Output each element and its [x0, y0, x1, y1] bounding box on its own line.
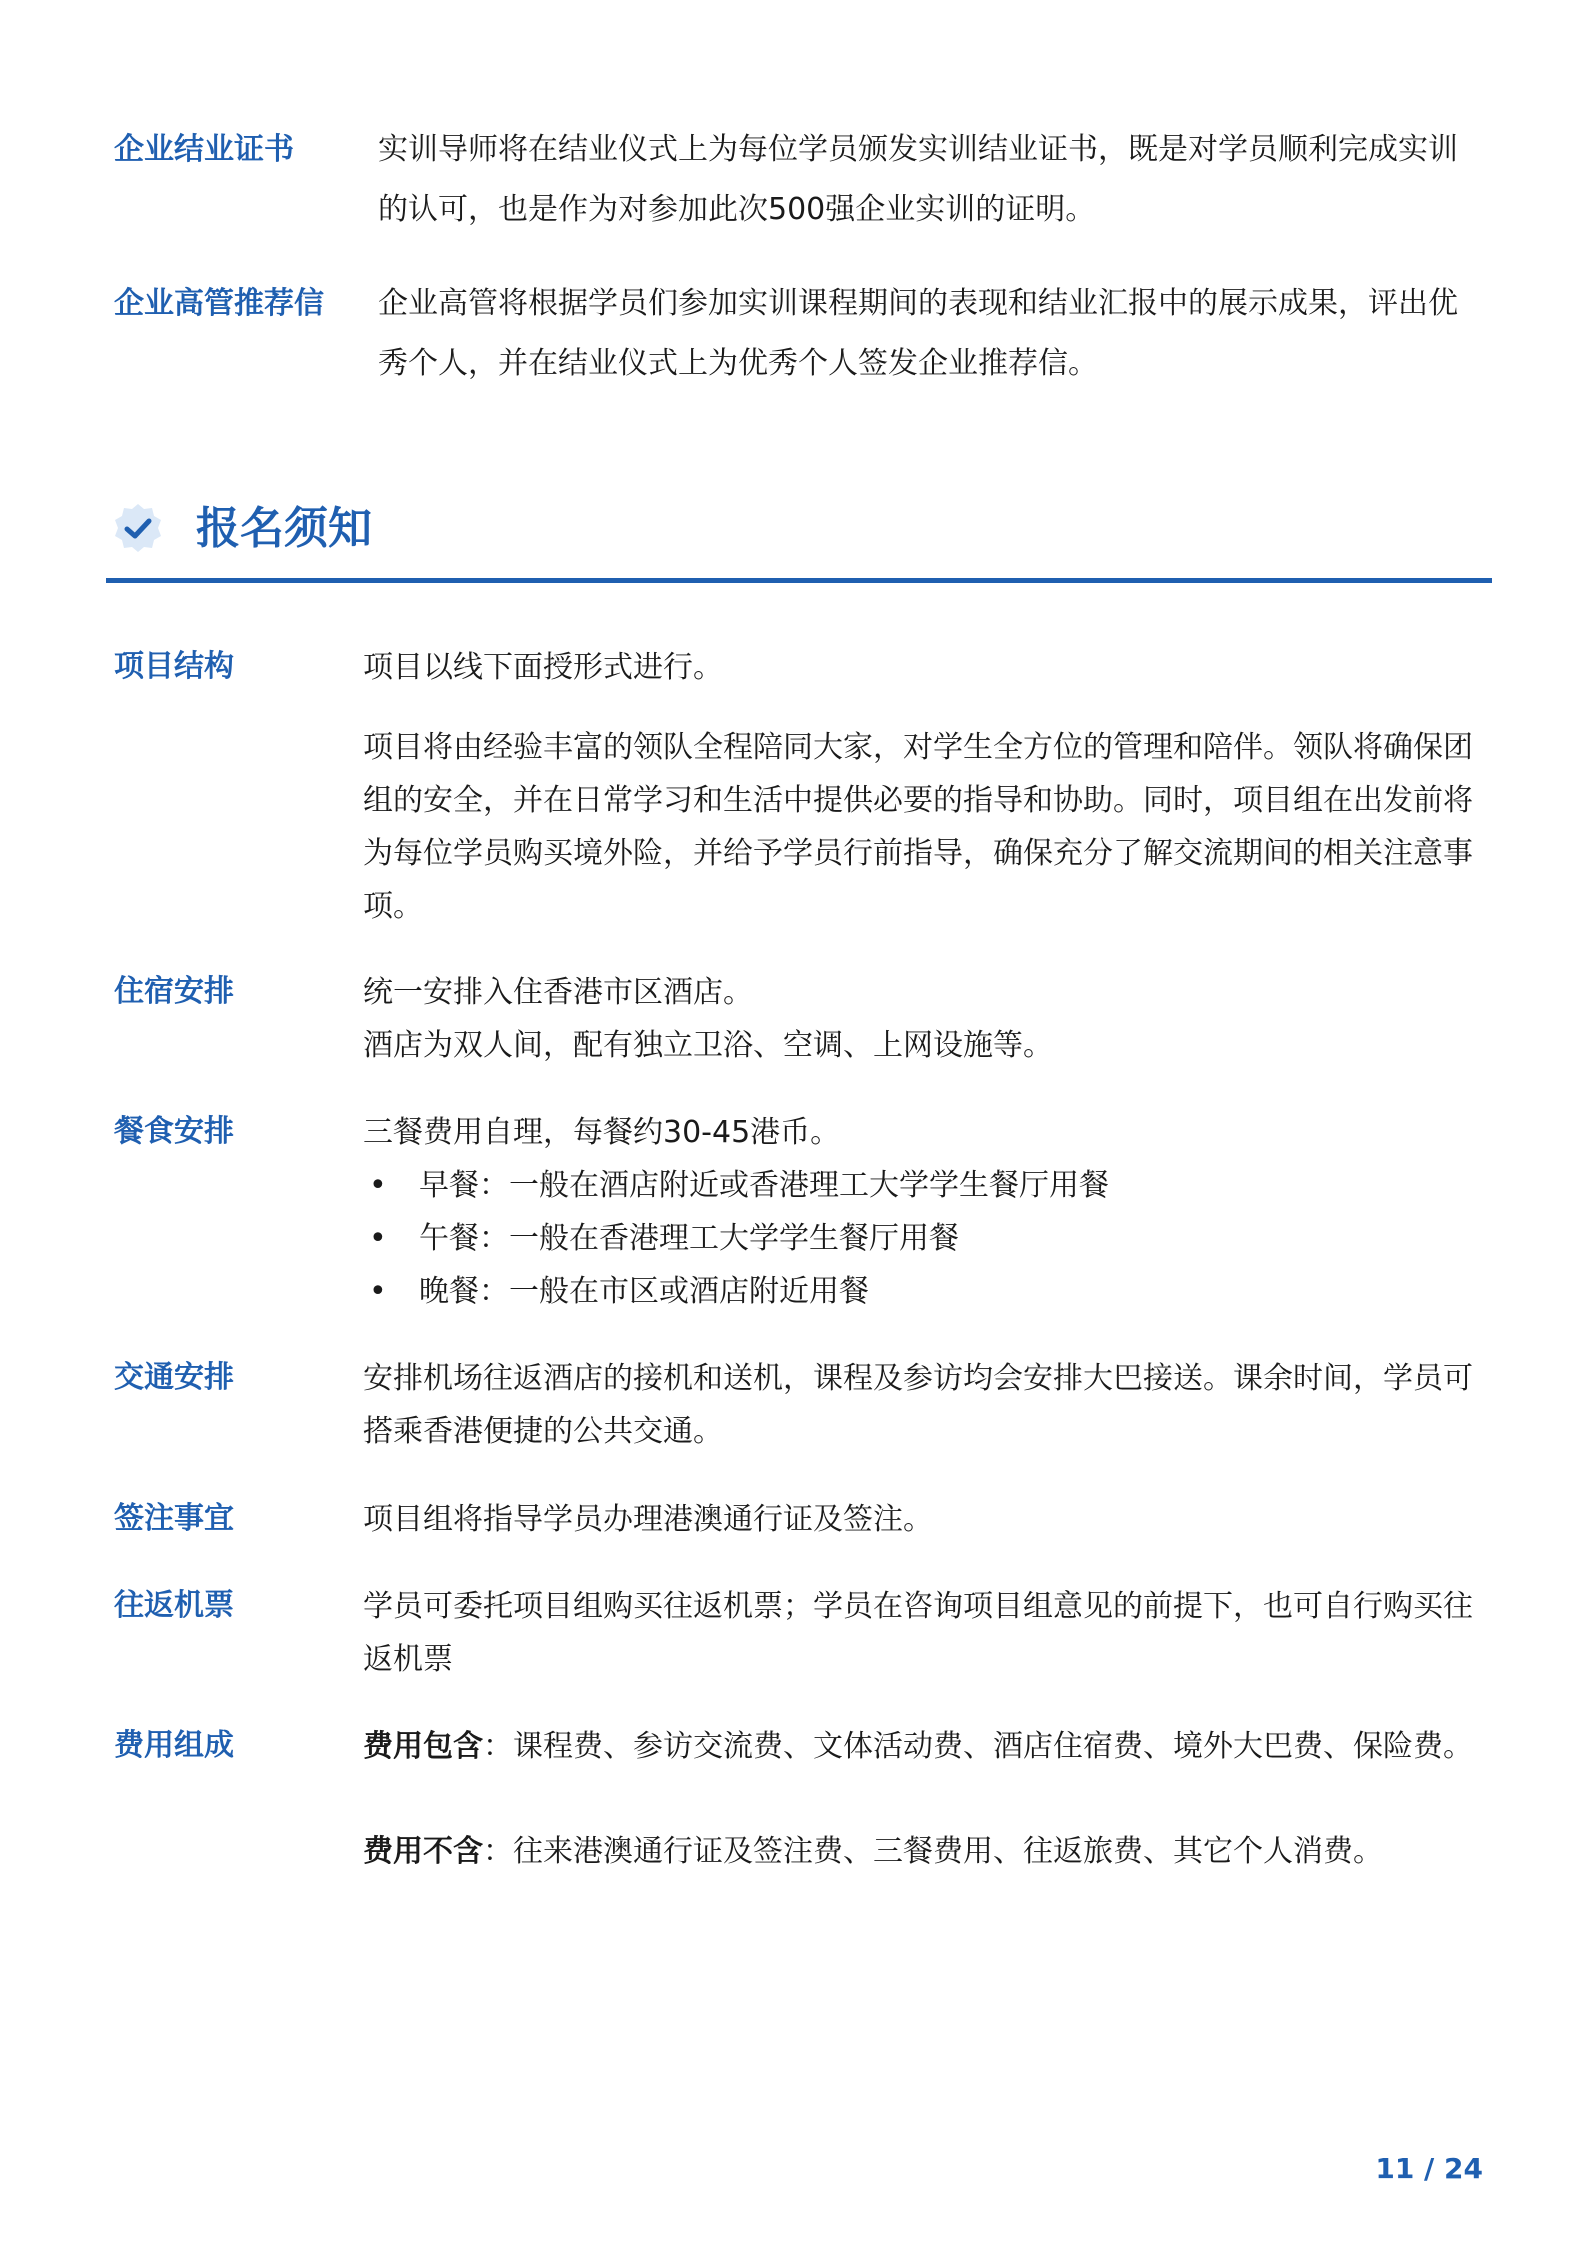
check-badge-icon	[110, 501, 166, 557]
list-item: • 早餐：一般在酒店附近或香港理工大学学生餐厅用餐	[363, 1159, 1478, 1212]
structure-intro: 项目以线下面授形式进行。	[363, 650, 723, 685]
structure-label: 项目结构	[114, 649, 234, 684]
list-item: • 晚餐：一般在市区或酒店附近用餐	[363, 1265, 1478, 1318]
section-heading	[110, 495, 1490, 585]
lodging-line-2: 酒店为双人间，配有独立卫浴、空调、上网设施等。	[363, 1028, 1053, 1063]
visa-text: 项目组将指导学员办理港澳通行证及签注。	[363, 1502, 933, 1537]
fees-included	[363, 1720, 1478, 1773]
structure-content	[363, 641, 1478, 933]
fees-excluded-text: ：往来港澳通行证及签注费、三餐费用、往返旅费、其它个人消费。	[483, 1834, 1383, 1869]
page-number: 11 / 24	[1375, 2152, 1483, 2185]
fees-excluded	[363, 1825, 1478, 1878]
recommendation-text: 企业高管将根据学员们参加实训课程期间的表现和结业汇报中的展示成果，评出优秀个人，并在结业仪式上为优秀个人签发企业推荐信。	[378, 286, 1458, 381]
tickets-text: 学员可委托项目组购买往返机票；学员在咨询项目组意见的前提下，也可自行购买往返机票	[363, 1589, 1473, 1677]
section-divider	[106, 578, 1492, 583]
fees-included-text: ：课程费、参访交流费、文体活动费、酒店住宿费、境外大巴费、保险费。	[483, 1729, 1473, 1764]
meals-content	[363, 1106, 1478, 1318]
meals-label: 餐食安排	[114, 1114, 234, 1149]
recommendation-label: 企业高管推荐信	[114, 286, 324, 321]
list-item: • 午餐：一般在香港理工大学学生餐厅用餐	[363, 1212, 1478, 1265]
meals-intro: 三餐费用自理，每餐约30-45港币。	[363, 1115, 841, 1150]
lodging-content	[363, 966, 1478, 1072]
visa-label: 签注事宜	[114, 1501, 234, 1536]
fees-content	[363, 1720, 1478, 1878]
tickets-label: 往返机票	[114, 1588, 234, 1623]
fees-excluded-label: 费用不含	[363, 1834, 483, 1869]
certificate-label: 企业结业证书	[114, 132, 294, 167]
certificate-text: 实训导师将在结业仪式上为每位学员颁发实训结业证书，既是对学员顺利完成实训的认可，也是作为对参加此次500强企业实训的证明。	[378, 132, 1458, 227]
meals-list	[363, 1159, 1478, 1318]
lodging-label: 住宿安排	[114, 974, 234, 1009]
structure-detail: 项目将由经验丰富的领队全程陪同大家，对学生全方位的管理和陪伴。领队将确保团组的安全，并在日常学习和生活中提供必要的指导和协助。同时，项目组在出发前将为每位学员购买境外险，并给予学员行前指导，确保充分了解交流期间的相关注意事项。	[363, 730, 1473, 924]
lodging-line-1: 统一安排入住香港市区酒店。	[363, 975, 753, 1010]
section-title: 报名须知	[196, 503, 372, 554]
fees-label: 费用组成	[114, 1728, 234, 1763]
transport-text: 安排机场往返酒店的接机和送机，课程及参访均会安排大巴接送。课余时间，学员可搭乘香港便捷的公共交通。	[363, 1361, 1473, 1449]
transport-label: 交通安排	[114, 1360, 234, 1395]
fees-included-label: 费用包含	[363, 1729, 483, 1764]
